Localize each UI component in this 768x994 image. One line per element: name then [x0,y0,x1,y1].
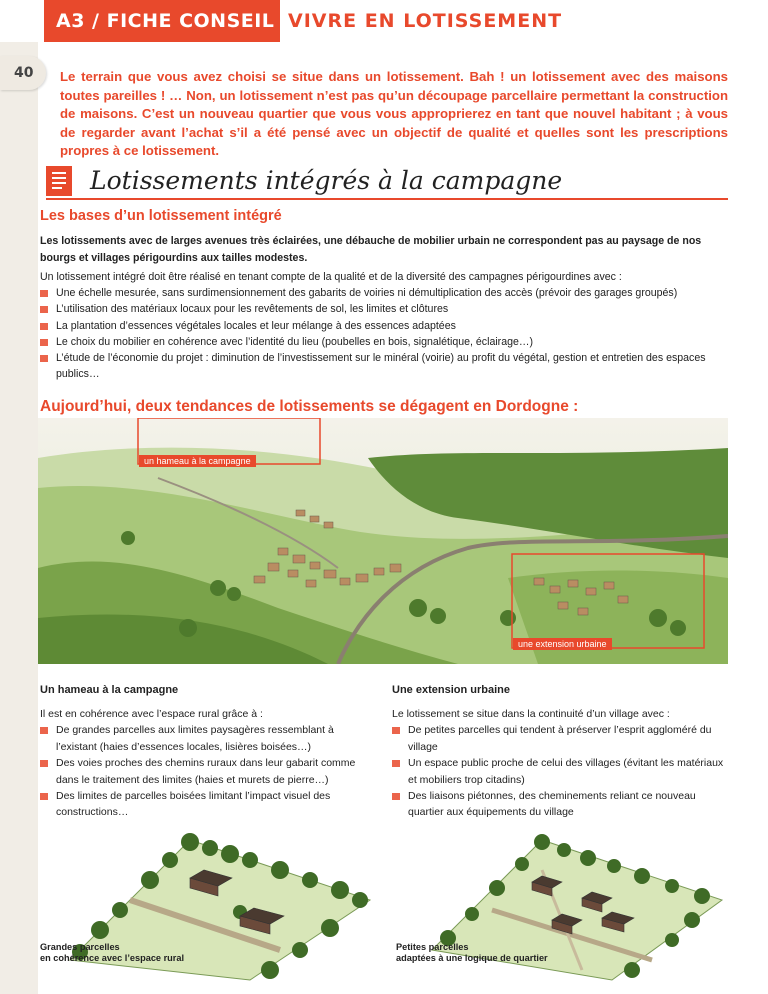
hameau-text [40,706,376,821]
hameau-title: Un hameau à la campagne [40,684,179,696]
side-strip [0,0,38,994]
bullet-icon [40,323,48,330]
caption-petites-parcelles: Petites parcelles adaptées à une logique de quartier [396,942,548,963]
bullet-icon [392,793,400,800]
bullet-icon [392,760,400,767]
extension-text [392,706,728,821]
bullet-icon [40,727,48,734]
tag-extension: une extension urbaine [513,638,612,650]
section-rule [46,198,728,200]
list-item: L’étude de l’économie du projet : diminution de l’investissement sur le minéral (voirie) au profit du végétal, gestion et entretien des espaces publics… [40,350,728,382]
bullet-icon [40,306,48,313]
bullet-icon [392,727,400,734]
trends-title: Aujourd’hui, deux tendances de lotissements se dégagent en Dordogne : [40,398,579,415]
section-title: Lotissements intégrés à la campagne [90,166,563,195]
bullet-icon [40,793,48,800]
list-item: L’utilisation des matériaux locaux pour les revêtements de sol, les limites et clôtures [40,301,728,317]
bases-title: Les bases d’un lotissement intégré [40,208,282,224]
list-item: Une échelle mesurée, sans surdimensionnement des gabarits de voiries ni démultiplication des accès (prévoir des garages groupés) [40,285,728,301]
header-category: A3 / FICHE CONSEIL [44,0,280,42]
list-item: De petites parcelles qui tendent à préserver l’esprit aggloméré du village [392,722,728,755]
bases-list [40,285,728,382]
tag-hameau: un hameau à la campagne [139,455,256,467]
header-title: VIVRE EN LOTISSEMENT [288,10,563,32]
bullet-icon [40,355,48,362]
extension-intro: Le lotissement se situe dans la continuité d’un village avec : [392,708,670,720]
list-item: Des liaisons piétonnes, des cheminements reliant ce nouveau quartier aux équipements du village [392,788,728,821]
bases-body [40,269,728,382]
page-number: 40 [0,56,46,90]
caption-grandes-parcelles: Grandes parcelles en cohérence avec l’espace rural [40,942,185,963]
list-item: Le choix du mobilier en cohérence avec l’identité du lieu (poubelles en bois, signalétique, éclairage…) [40,334,728,350]
document-lines-icon [46,166,72,196]
bullet-icon [40,339,48,346]
list-item: Des limites de parcelles boisées limitant l’impact visuel des constructions… [40,788,376,821]
hameau-list [40,722,376,820]
bases-intro: Un lotissement intégré doit être réalisé en tenant compte de la qualité et de la diversité des campagnes périgourdines avec : [40,271,622,283]
intro-paragraph: Le terrain que vous avez choisi se situe dans un lotissement. Bah ! un lotissement avec des maisons toutes pareilles ! … Non, un lotissement n’est pas qu’un découpage parcellaire permettant la construction de maisons. C’est un nouveau quartier que vous vous approprierez en tant que nouvel habitant ; à vous de regarder avant l’achat s’il a été pensé avec un objectif de qualité et quelles sont les prescriptions propres à ce lotissement. [60,69,728,158]
extension-list [392,722,728,820]
extension-title: Une extension urbaine [392,684,510,696]
list-item: De grandes parcelles aux limites paysagères ressemblant à l’existant (haies d’essences locales, lisières boisées…) [40,722,376,755]
list-item: Des voies proches des chemins ruraux dans leur gabarit comme dans le traitement des limites (haies et murets de pierre…) [40,755,376,788]
list-item: Un espace public proche de celui des villages (évitant les matériaux et mobiliers trop citadins) [392,755,728,788]
bases-lead: Les lotissements avec de larges avenues très éclairées, une débauche de mobilier urbain ne correspondent pas au paysage de nos bourgs et villages périgourdins aux tailles modestes. [40,235,702,264]
list-item: La plantation d’essences végétales locales et leur mélange à des essences adaptées [40,318,728,334]
hameau-intro: Il est en cohérence avec l’espace rural grâce à : [40,708,263,720]
bullet-icon [40,760,48,767]
bullet-icon [40,290,48,297]
